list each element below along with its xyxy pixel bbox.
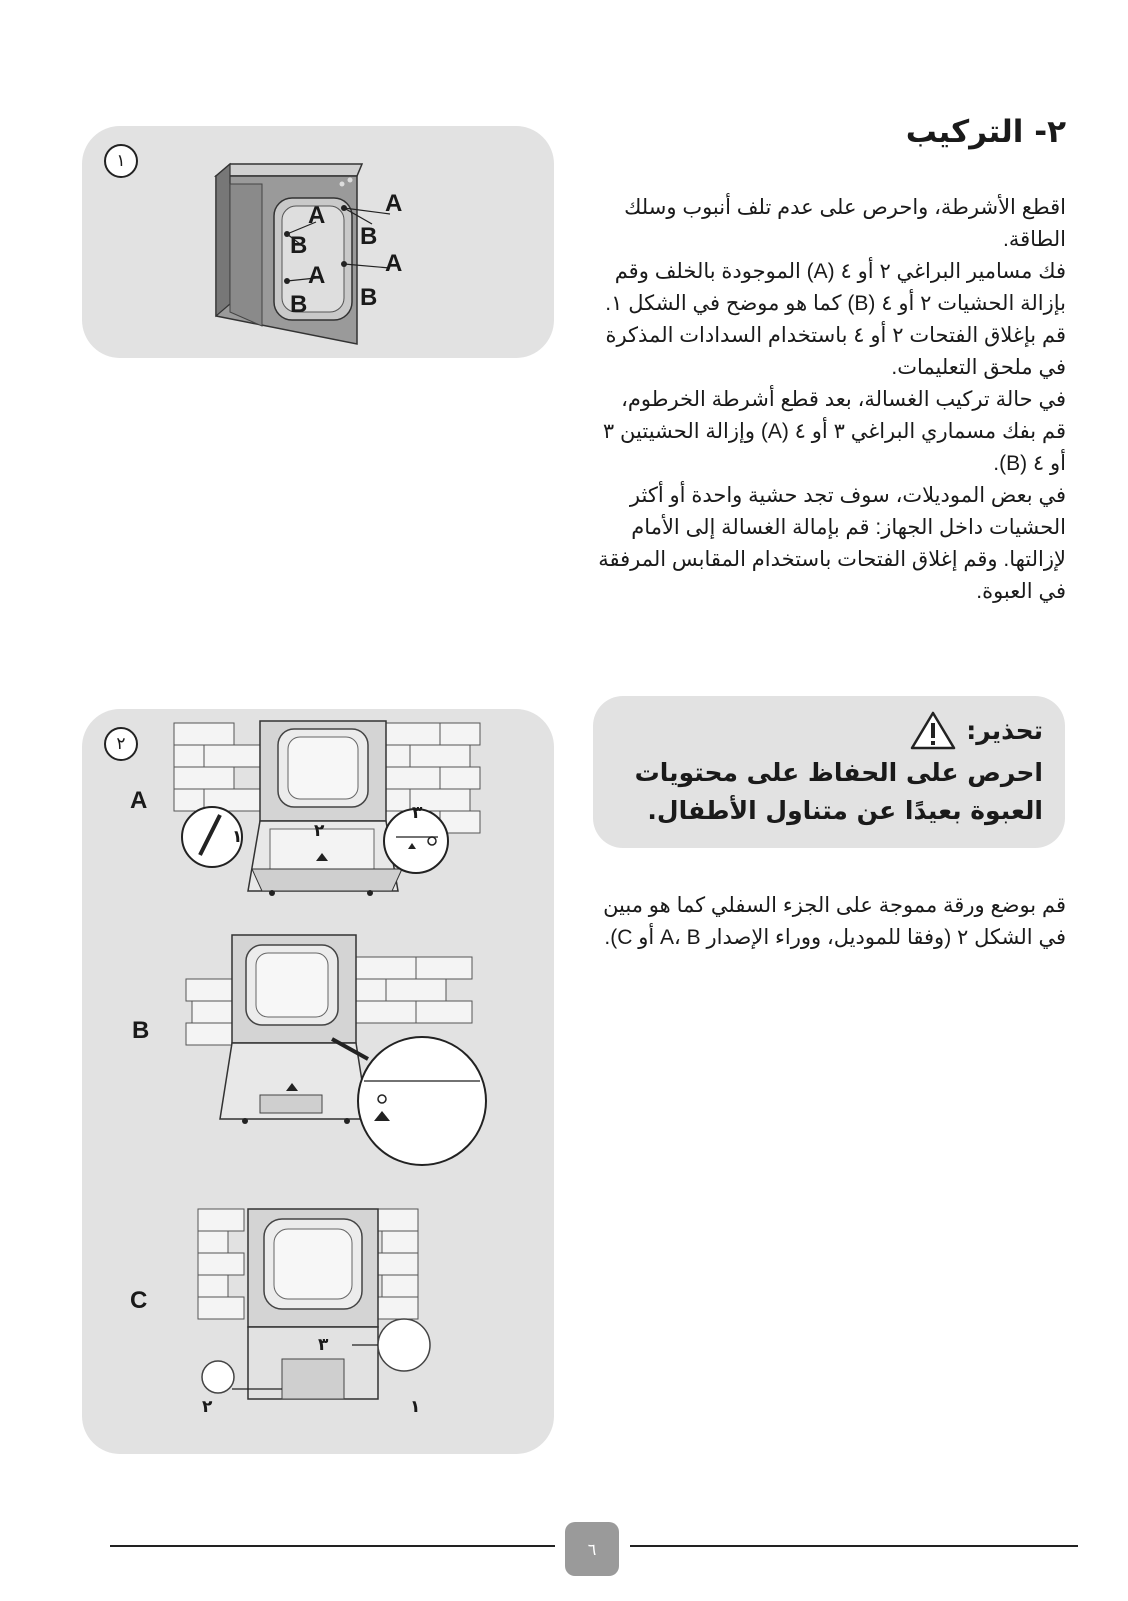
spacer-label-b: B — [360, 284, 378, 311]
warning-text: احرص على الحفاظ على محتويات العبوة بعيدًا عن متناول الأطفال. — [634, 758, 1043, 825]
callout-two: ٢ — [202, 1397, 213, 1417]
callout-two: ٢ — [314, 821, 325, 841]
corrugated-sheet-instruction: قم بوضع ورقة مموجة على الجزء السفلي كما هو مبين في الشكل ٢ (وفقا للموديل، ووراء الإصدار A، B أو C). — [603, 894, 1066, 949]
callout-three: ٣ — [412, 803, 423, 823]
instruction-paragraph: في بعض الموديلات، سوف تجد حشية واحدة أو أكثر الحشيات داخل الجهاز: قم بإمالة الغسالة إلى الأمام لإزالتها. وقم إغلاق الفتحات باستخدام المقابس المرفقة في العبوة. — [598, 484, 1066, 603]
footer-rule-left — [110, 1545, 555, 1547]
warning-box — [593, 696, 1065, 848]
page-number: ٦ — [565, 1522, 619, 1576]
instruction-paragraph: في حالة تركيب الغسالة، بعد قطع أشرطة الخرطوم، قم بفك مسماري البراغي ٣ أو ٤ (A) وإزالة الحشيتين ٣ أو ٤ (B). — [602, 388, 1066, 475]
instruction-paragraph: اقطع الأشرطة، واحرص على عدم تلف أنبوب وسلك الطاقة. — [624, 196, 1066, 251]
figure-number-badge: ٢ — [104, 727, 138, 761]
instruction-paragraph: قم بإغلاق الفتحات ٢ أو ٤ باستخدام السدادات المذكرة في ملحق التعليمات. — [605, 324, 1066, 379]
bolt-label-a: A — [308, 202, 326, 229]
callout-one: ١ — [410, 1397, 421, 1417]
spacer-label-b: B — [290, 291, 308, 318]
figure-number-badge: ١ — [104, 144, 138, 178]
figure-1-panel — [82, 126, 554, 358]
variant-label-b: B — [132, 1017, 150, 1044]
warning-header — [910, 710, 1043, 750]
figure-2-panel — [82, 709, 554, 1454]
warning-triangle-icon — [910, 710, 956, 750]
callout-three: ٣ — [318, 1335, 329, 1355]
spacer-label-b: B — [290, 232, 308, 259]
spacer-label-b: B — [360, 223, 378, 250]
machine-rear-illustration — [82, 126, 554, 358]
bolt-label-a: A — [308, 262, 326, 289]
instruction-paragraph: فك مسامير البراغي ٢ أو ٤ (A) الموجودة بالخلف وقم بإزالة الحشيات ٢ أو ٤ (B) كما هو موضح في الشكل ١. — [605, 260, 1066, 315]
installation-instructions — [596, 192, 1066, 608]
bolt-label-a: A — [385, 250, 403, 277]
section-title: ٢- التركيب — [905, 114, 1066, 150]
warning-title: تحذير: — [966, 715, 1043, 745]
variant-label-a: A — [130, 787, 148, 814]
bolt-label-a: A — [385, 190, 403, 217]
variant-label-c: C — [130, 1287, 148, 1314]
footer-rule-right — [630, 1545, 1078, 1547]
callout-one: ١ — [232, 827, 243, 847]
